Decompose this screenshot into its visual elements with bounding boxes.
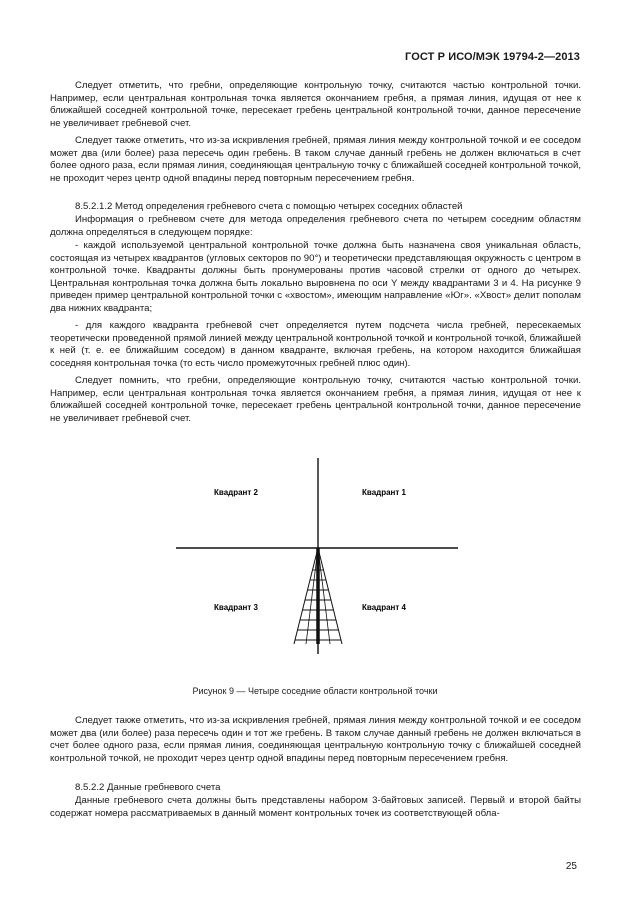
quadrant-1-label: Квадрант 1 [362,488,406,497]
quadrant-diagram [170,458,470,668]
quadrant-3-label: Квадрант 3 [214,603,258,612]
paragraph-1: Следует отметить, что гребни, определяющие контрольную точку, считаются частью контрольной точки. Например, если центральная контрольная точка является окончанием гребня, а прямая линия, идущая от нее к ближайшей соседней контрольной точке, пересекает гребень центральной контрольной точки, данное пересечение не увеличивает гребневой счет. [50,80,581,129]
list-item-2: - для каждого квадранта гребневой счет определяется путем подсчета числа гребней, пересекаемых теоретически проведенной прямой линией между центральной контрольной точкой и контрольной точкой, ближайшей к ней (т. е. ее ближайшим соседом) в данном квадранте, включая гребень, на котором находится ближайшая соседняя контрольная точка (то есть число промежуточных гребней плюс один). [50,320,581,369]
figure-caption: Рисунок 9 — Четыре соседние области контрольной точки [192,686,438,696]
page-number: 25 [565,861,577,872]
paragraph-6: Данные гребневого счета должны быть представлены набором 3-байтовых записей. Первый и второй байты содержат номера рассматриваемых в данный момент контрольных точек из соответствующей обла- [50,795,581,819]
section-heading-8-5-2-1-2: 8.5.2.1.2 Метод определения гребневого счета с помощью четырех соседних областей [75,201,463,212]
paragraph-3: Информация о гребневом счете для метода определения гребневого счета по четырем соседним областям должна определяться в следующем порядке: [50,214,581,238]
document-header: ГОСТ Р ИСО/МЭК 19794-2—2013 [405,51,580,63]
list-item-1: - каждой используемой центральной контрольной точке должна быть назначена своя уникальная область, состоящая из четырех квадрантов (угловых секторов по 90°) и теоретически представляющая окружность с центром в контрольной точке. Квадранты должны быть пронумерованы против часовой стрелки от одного до четырех. Центральная контрольная точка должна быть локально выровнена по оси Y между квадрантами 3 и 4. На рисунке 9 приведен пример центральной контрольной точки с «хвостом», имеющим направление «Юг». «Хвост» делит пополам два нижних квадранта; [50,240,581,314]
paragraph-4: Следует помнить, что гребни, определяющие контрольную точку, считаются частью контрольной точки. Например, если центральная контрольная точка является окончанием гребня, а прямая линия, идущая от нее к ближайшей соседней контрольной точке, пересекает гребень центральной контрольной точки, данное пересечение не увеличивает гребневой счет. [50,375,581,424]
section-heading-8-5-2-2: 8.5.2.2 Данные гребневого счета [75,782,221,793]
paragraph-2: Следует также отметить, что из-за искривления гребней, прямая линия между контрольной точкой и ее соседом может два (или более) раза пересечь один гребень. В таком случае данный гребень не должен включаться в счет более одного раза, если прямая линия, соединяющая центральную точку с ближайшей соседней контрольной точкой, не проходит через центр одной впадины перед повторным пересечением гребня. [50,135,581,184]
figure-9 [170,458,470,668]
tail-ridges [294,548,342,644]
quadrant-2-label: Квадрант 2 [214,488,258,497]
paragraph-5: Следует также отметить, что из-за искривления гребней, прямая линия между контрольной точкой и ее соседом может два (или более) раза пересечь один и тот же гребень. В таком случае данный гребень не должен включаться в счет более одного раза, если прямая линия, соединяющая центральную контрольную точку с ближайшей соседней контрольной точкой, не проходит через центр одной впадины перед повторным пересечением гребня. [50,715,581,764]
quadrant-4-label: Квадрант 4 [362,603,406,612]
